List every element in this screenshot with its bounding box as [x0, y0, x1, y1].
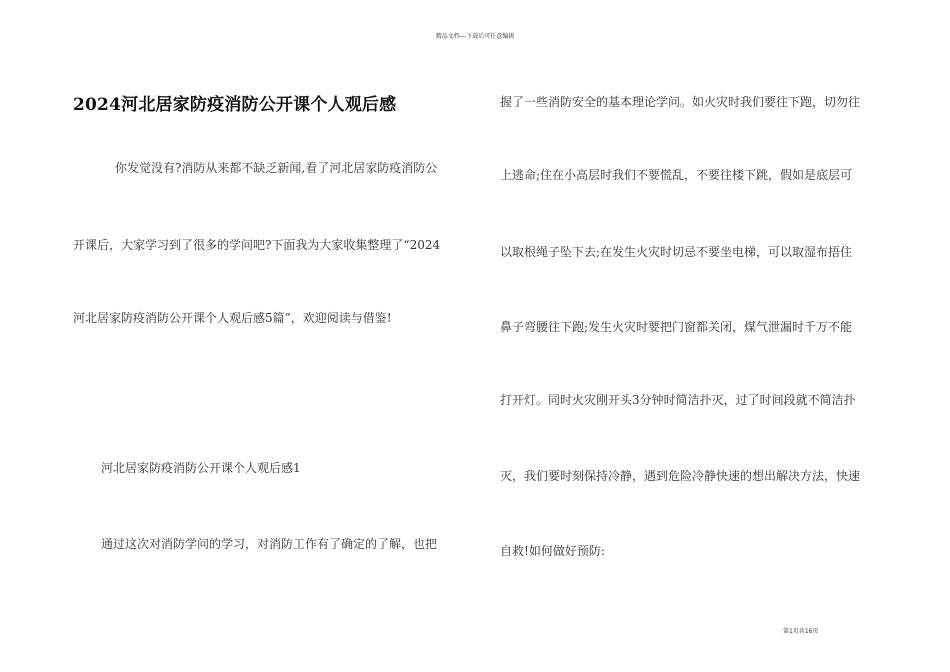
- paragraph-line: 灭，我们要时刻保持冷静，遇到危险冷静快速的想出解决方法，快速: [500, 469, 861, 483]
- header-note: 精品文档---下载后可任意编辑: [435, 33, 515, 40]
- paragraph-line: 握了一些消防安全的基本理论学问。如火灾时我们要往下跑，切勿往: [500, 95, 861, 109]
- paragraph-line: 打开灯。同时火灾刚开头3分钟时简洁扑灭，过了时间段就不简洁扑: [500, 393, 856, 407]
- document-title: 2024河北居家防疫消防公开课个人观后感: [73, 95, 397, 115]
- paragraph-line: 开课后，大家学习到了很多的学问吧?下面我为大家收集整理了“2024: [73, 238, 441, 252]
- paragraph-line: 以取根绳子坠下去;在发生火灾时切忌不要坐电梯，可以取湿布捂住: [500, 245, 853, 259]
- paragraph-line: 自救!如何做好预防:: [500, 544, 605, 558]
- paragraph-line: 鼻子弯腰往下跑;发生火灾时要把门窗都关闭，煤气泄漏时千万不能: [500, 320, 853, 334]
- paragraph-line: 河北居家防疫消防公开课个人观后感5篇”，欢迎阅读与借鉴!: [73, 311, 392, 325]
- paragraph-line: 通过这次对消防学问的学习，对消防工作有了确定的了解，也把: [101, 537, 438, 551]
- paragraph-line: 上逃命;住在小高层时我们不要慌乱，不要往楼下跳，假如是底层可: [500, 168, 853, 182]
- page-number: 第1页共16页: [783, 628, 819, 635]
- paragraph-line: 你发觉没有?消防从来都不缺乏新闻,看了河北居家防疫消防公: [115, 161, 438, 175]
- section-heading: 河北居家防疫消防公开课个人观后感1: [101, 461, 301, 475]
